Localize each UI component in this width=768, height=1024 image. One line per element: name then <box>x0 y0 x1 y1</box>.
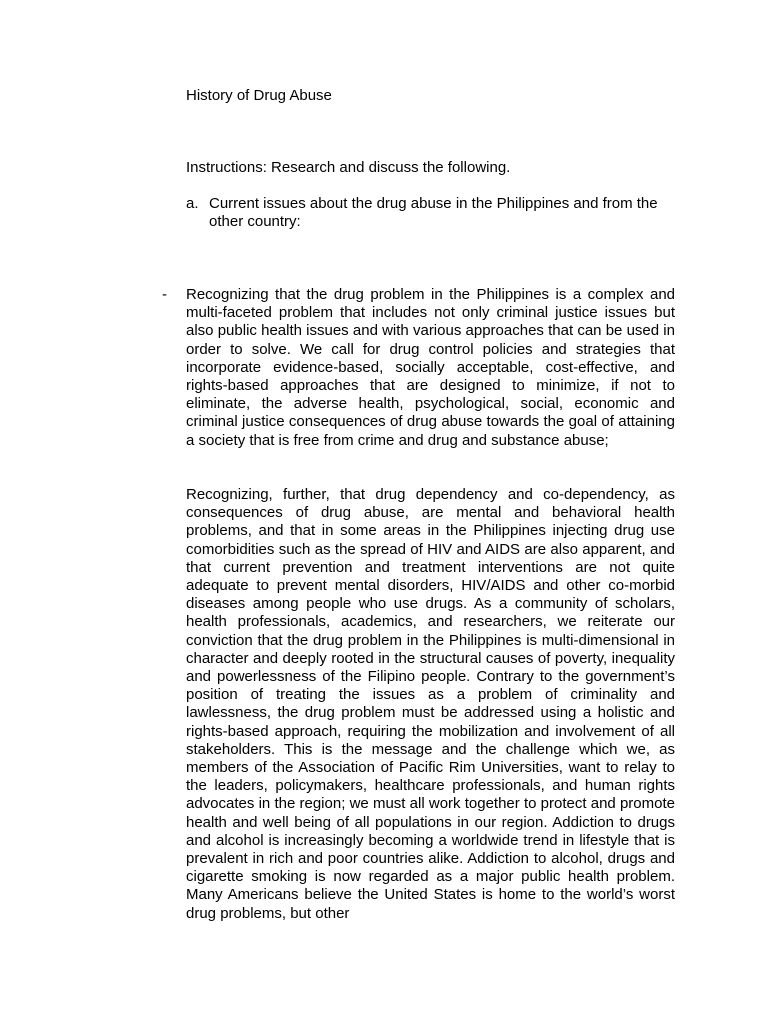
list-marker-a: a. <box>186 195 199 212</box>
list-item-a-text: Current issues about the drug abuse in the Philippines and from the other country: <box>209 195 658 231</box>
dash-bullet: - <box>162 286 167 303</box>
document-title: History of Drug Abuse <box>186 87 332 104</box>
list-item-a <box>186 195 675 231</box>
instructions-text: Instructions: Research and discuss the following. <box>186 159 511 176</box>
body-paragraph-2: Recognizing, further, that drug dependency and co-dependency, as consequences of drug abuse, are mental and behavioral health problems, and that in some areas in the Philippines injecting drug use comorbidities such as the spread of HIV and AIDS are also apparent, and that current prevention and treatment interventions are not quite adequate to prevent mental disorders, HIV/AIDS and other co-morbid diseases among people who use drugs. As a community of scholars, health professionals, academics, and researchers, we reiterate our conviction that the drug problem in the Philippines is multi-dimensional in character and deeply rooted in the structural causes of poverty, inequality and powerlessness of the Filipino people. Contrary to the government’s position of treating the issues as a problem of criminality and lawlessness, the drug problem must be addressed using a holistic and rights-based approach, requiring the mobilization and involvement of all stakeholders. This is the message and the challenge which we, as members of the Association of Pacific Rim Universities, want to relay to the leaders, policymakers, healthcare professionals, and human rights advocates in the region; we must all work together to protect and promote health and well being of all populations in our region. Addiction to drugs and alcohol is increasingly becoming a worldwide trend in lifestyle that is prevalent in rich and poor countries alike. Addiction to alcohol, drugs and cigarette smoking is now regarded as a major public health problem. Many Americans believe the United States is home to the world’s worst drug problems, but other <box>186 486 675 922</box>
body-paragraph-1: Recognizing that the drug problem in the Philippines is a complex and multi-faceted problem that includes not only criminal justice issues but also public health issues and with various approaches that can be used in order to solve. We call for drug control policies and strategies that incorporate evidence-based, socially acceptable, cost-effective, and rights-based approaches that are designed to minimize, if not to eliminate, the adverse health, psychological, social, economic and criminal justice consequences of drug abuse towards the goal of attaining a society that is free from crime and drug and substance abuse; <box>186 286 675 449</box>
